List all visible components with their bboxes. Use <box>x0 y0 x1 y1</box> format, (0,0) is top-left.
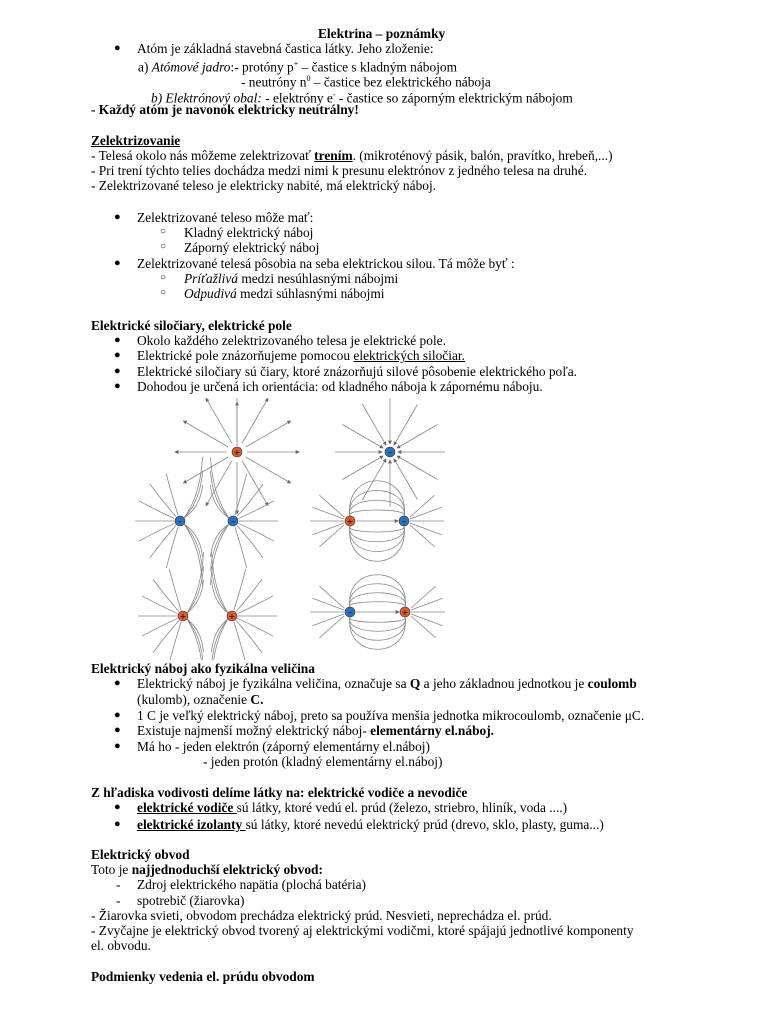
zelek-line-3: - Zelektrizované teleso je elektricky nabité, má elektrický náboj. <box>91 178 437 193</box>
field-line <box>139 501 175 519</box>
intro-line-4: b) Elektrónový obal: - elektróny e- - častice so záporným elektrickým nábojom <box>151 90 573 106</box>
field-line <box>350 617 406 649</box>
svg-text:–: – <box>231 517 235 526</box>
negative-charge-icon <box>345 607 355 617</box>
circle-bullet-icon: ○ <box>160 226 167 237</box>
field-line <box>237 484 263 516</box>
svg-text:+: + <box>228 612 236 621</box>
circle-bullet-icon: ○ <box>160 272 167 283</box>
field-line <box>234 622 246 660</box>
dash-bullet-icon: - <box>116 893 121 908</box>
field-line <box>342 425 383 449</box>
naboj-bullet-1: Elektrický náboj je fyzikálna veličina, označuje sa Q a jeho základnou jednotkou je coulomb <box>137 676 637 691</box>
field-line <box>350 526 405 532</box>
field-line <box>150 484 176 516</box>
section-heading-zelektrizovanie: Zelektrizovanie <box>91 133 181 148</box>
bullet-icon: ● <box>114 334 121 346</box>
circle-bullet-icon: ○ <box>160 241 167 252</box>
field-line <box>237 525 263 557</box>
bullet-icon: ● <box>114 365 121 377</box>
bullet-icon: ● <box>114 257 121 269</box>
bullet-icon: ● <box>114 709 121 721</box>
vodiv-bullet-2: elektrické izolanty sú látky, ktoré nevedú elektrický prúd (drevo, sklo, plasty, guma...) <box>137 817 604 832</box>
field-line <box>350 593 406 607</box>
page-title: Elektrina – poznámky <box>318 26 446 41</box>
obvod-line-3: - Zvyčajne je elektrický obvod tvorený aj elektrickými vodičmi, ktoré spájajú jednotlivé komponenty <box>91 923 634 938</box>
bullet-icon: ● <box>114 211 121 223</box>
field-line <box>237 596 273 614</box>
svg-text:–: – <box>348 608 352 617</box>
section-heading-obvod: Elektrický obvod <box>91 847 190 862</box>
positive-charge-icon <box>232 447 242 457</box>
field-line <box>350 617 406 631</box>
section-heading-naboj: Elektrický náboj ako fyzikálna veličina <box>91 661 315 676</box>
field-line <box>169 569 181 610</box>
negative-charge-icon <box>399 516 409 526</box>
field-line <box>237 618 273 636</box>
negative-charge-icon <box>175 516 185 526</box>
section-heading-silociary: Elektrické siločiary, elektrické pole <box>91 318 292 333</box>
silo-bullet-3: Elektrické siločiary sú čiary, ktoré znázorňujú silové pôsobenie elektrického poľa. <box>137 364 577 379</box>
bullet-icon: ● <box>114 380 121 392</box>
obvod-line-1: Toto je najjednoduchší elektrický obvod: <box>91 862 323 877</box>
field-line <box>350 526 405 542</box>
bullet-icon: ● <box>114 677 121 689</box>
field-line <box>342 456 383 480</box>
svg-text:+: + <box>346 517 354 526</box>
zelek-sub-3: Príťažlivá medzi nesúhlasnými nábojmi <box>184 271 399 286</box>
field-line <box>350 500 405 516</box>
field-lines-figure <box>120 398 450 660</box>
bullet-icon: ● <box>114 42 121 54</box>
section-heading-podmienky: Podmienky vedenia el. prúdu obvodom <box>91 969 315 984</box>
field-line <box>350 617 406 640</box>
intro-line-1: Atóm je základná stavebná častica látky. Jeho zloženie: <box>137 41 434 56</box>
obvod-line-4: el. obvodu. <box>91 938 151 953</box>
naboj-bullet-3: Existuje najmenší možný elektrický náboj- elementárny el.náboj. <box>137 723 495 738</box>
field-line <box>236 620 262 652</box>
positive-charge-icon <box>178 611 188 621</box>
bullet-icon: ● <box>114 740 121 752</box>
field-line <box>166 527 178 568</box>
field-line <box>350 510 405 516</box>
field-line <box>236 579 262 611</box>
field-line <box>235 527 247 568</box>
obvod-line-2: - Žiarovka svieti, obvodom prechádza elektrický prúd. Nesvieti, neprechádza el. prúd. <box>91 908 552 923</box>
field-line <box>350 584 406 607</box>
svg-text:–: – <box>178 517 182 526</box>
field-line <box>410 495 435 517</box>
bullet-icon: ● <box>114 724 121 736</box>
obvod-dash-1: Zdroj elektrického napätia (plochá batéria) <box>137 877 367 892</box>
naboj-bullet-5: - jeden protón (kladný elementárny el.náboj) <box>203 754 443 769</box>
svg-text:+: + <box>401 608 409 617</box>
bullet-icon: ● <box>114 801 121 813</box>
field-line <box>411 586 436 608</box>
field-line <box>319 495 344 517</box>
field-line <box>319 525 344 547</box>
positive-charge-icon <box>227 611 237 621</box>
field-line <box>150 525 176 557</box>
bullet-icon: ● <box>114 349 121 361</box>
section-heading-vodivost: Z hľadiska vodivosti delíme látky na: elektrické vodiče a nevodiče <box>91 785 468 800</box>
field-line <box>397 425 438 449</box>
circle-bullet-icon: ○ <box>160 287 167 298</box>
zelek-sub-2: Záporný elektrický náboj <box>184 240 320 255</box>
vodiv-bullet-1: elektrické vodiče sú látky, ktoré vedú el. prúd (železo, striebro, hliník, voda ....) <box>137 800 568 815</box>
field-line <box>238 501 274 519</box>
naboj-bullet-1-cont: (kulomb), označenie C. <box>137 692 264 707</box>
field-line <box>411 616 436 638</box>
field-line <box>397 456 438 480</box>
zelek-line-1: - Telesá okolo nás môžeme zelektrizovať trením. (mikroténový pásik, balón, pravítko, hrebeň,...) <box>91 148 613 163</box>
svg-text:–: – <box>388 448 392 457</box>
positive-charge-icon <box>345 516 355 526</box>
zelek-line-2: - Pri trení týchto telies dochádza medzi nimi k presunu elektrónov z jedného telesa na druhé. <box>91 163 588 178</box>
field-line <box>350 602 406 607</box>
svg-text:–: – <box>402 517 406 526</box>
field-line <box>319 586 344 608</box>
silo-bullet-1: Okolo každého zelektrizovaného telesa je elektrické pole. <box>137 333 446 348</box>
field-line <box>166 474 178 515</box>
field-line <box>139 523 175 541</box>
svg-text:+: + <box>179 612 187 621</box>
field-line <box>234 569 246 610</box>
zelek-bullet-1: Zelektrizované teleso môže mať: <box>137 210 314 225</box>
field-line <box>319 616 344 638</box>
intro-line-3: - neutróny $n^0$ – častice bez elektrického náboja <box>241 74 491 90</box>
negative-charge-icon <box>385 447 395 457</box>
field-line <box>363 404 387 445</box>
field-line <box>394 404 418 445</box>
naboj-bullet-2: 1 C je veľký elektrický náboj, preto sa používa menšia jednotka mikrocoulomb, označenie μC. <box>137 708 645 723</box>
field-line <box>410 525 435 547</box>
zelek-bullet-2: Zelektrizované telesá pôsobia na seba elektrickou silou. Tá môže byť : <box>137 256 515 271</box>
negative-charge-icon <box>228 516 238 526</box>
bullet-icon: ● <box>114 818 121 830</box>
field-line <box>350 481 405 516</box>
silo-bullet-4: Dohodou je určená ich orientácia: od kladného náboja k zápornému náboju. <box>137 379 543 394</box>
zelek-sub-4: Odpudivá medzi súhlasnými nábojmi <box>184 286 385 301</box>
svg-text:+: + <box>233 448 241 457</box>
field-line <box>363 459 387 500</box>
field-line <box>350 575 406 607</box>
naboj-bullet-4: Má ho - jeden elektrón (záporný elementárny el.náboj) <box>137 739 430 754</box>
field-line <box>142 618 178 636</box>
field-line <box>142 596 178 614</box>
positive-charge-icon <box>400 607 410 617</box>
intro-line-5: - Každý atóm je navonok elektricky neutrálny! <box>91 102 359 117</box>
dash-bullet-icon: - <box>116 877 121 892</box>
obvod-dash-2: spotrebič (žiarovka) <box>137 893 245 908</box>
field-line <box>394 459 418 500</box>
field-line <box>350 617 406 622</box>
intro-line-2: a) Atómové jadro:- protóny p+ – častice s kladným nábojom <box>138 59 458 75</box>
silo-bullet-2: Elektrické pole znázorňujeme pomocou elektrických siločiar. <box>137 348 465 363</box>
field-line <box>238 523 274 541</box>
field-line <box>350 526 405 561</box>
field-line <box>153 579 179 611</box>
zelek-sub-1: Kladný elektrický náboj <box>184 225 314 240</box>
field-line <box>153 620 179 652</box>
field-line <box>169 622 181 660</box>
